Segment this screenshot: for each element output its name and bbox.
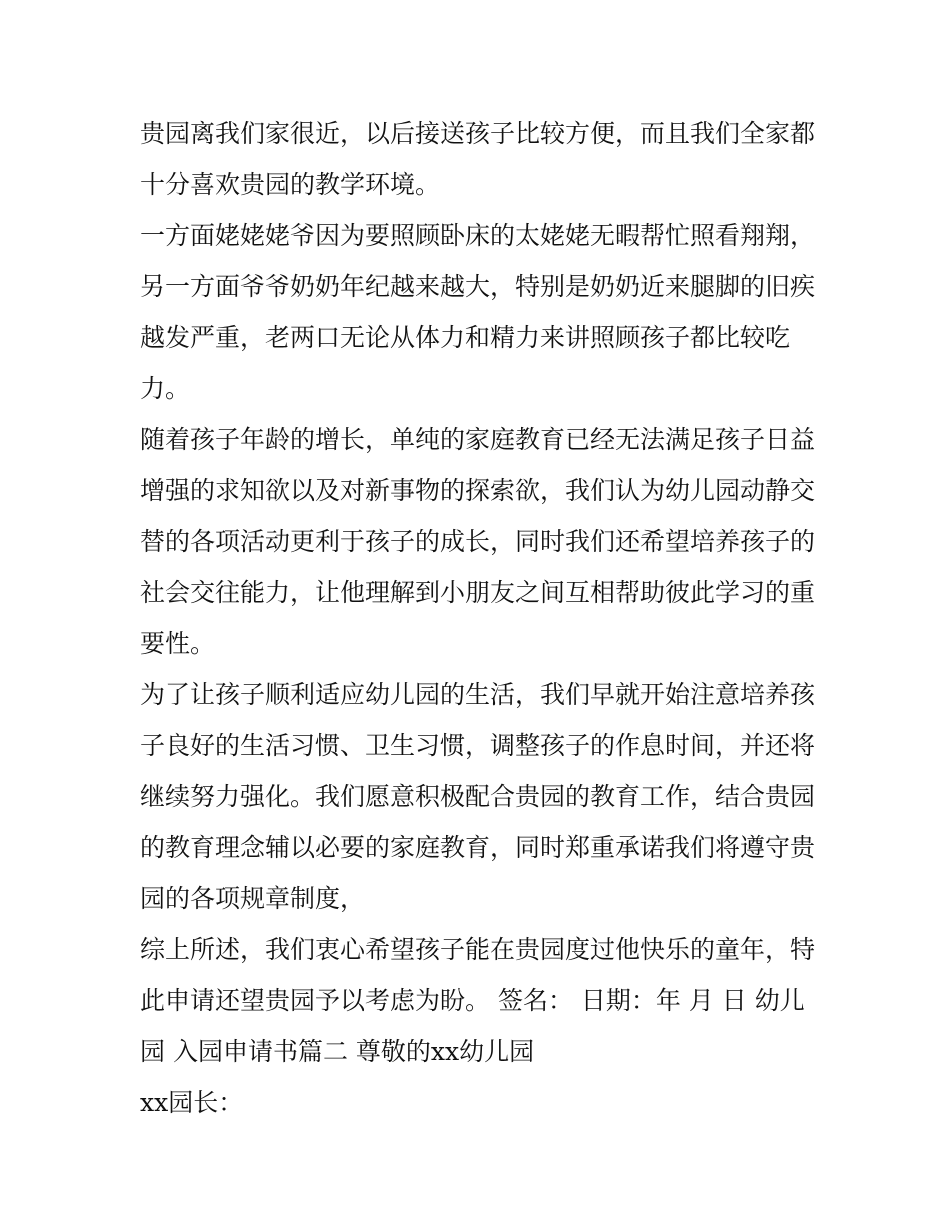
paragraph-2: 一方面姥姥姥爷因为要照顾卧床的太姥姥无暇帮忙照看翔翔，另一方面爷爷奶奶年纪越来越大，特别是奶奶近来腿脚的旧疾越发严重，老两口无论从体力和精力来讲照顾孩子都比较吃力。 — [140, 221, 816, 403]
paragraph-5: 综上所述，我们衷心希望孩子能在贵园度过他快乐的童年，特此申请还望贵园予以考虑为盼。 签名： 日期：年 月 日 幼儿园 入园申请书篇二 尊敬的xx幼儿园 — [140, 935, 816, 1066]
paragraph-1: 贵园离我们家很近，以后接送孩子比较方便，而且我们全家都十分喜欢贵园的教学环境。 — [140, 119, 816, 199]
document-body — [140, 108, 820, 1128]
paragraph-3: 随着孩子年龄的增长，单纯的家庭教育已经无法满足孩子日益增强的求知欲以及对新事物的探索欲，我们认为幼儿园动静交替的各项活动更利于孩子的成长，同时我们还希望培养孩子的社会交往能力，让他理解到小朋友之间互相帮助彼此学习的重要性。 — [140, 425, 816, 658]
paragraph-4: 为了让孩子顺利适应幼儿园的生活，我们早就开始注意培养孩子良好的生活习惯、卫生习惯，调整孩子的作息时间，并还将继续努力强化。我们愿意积极配合贵园的教育工作，结合贵园的教育理念辅以必要的家庭教育，同时郑重承诺我们将遵守贵园的各项规章制度， — [140, 680, 816, 913]
paragraph-6: xx园长： — [140, 1088, 244, 1117]
